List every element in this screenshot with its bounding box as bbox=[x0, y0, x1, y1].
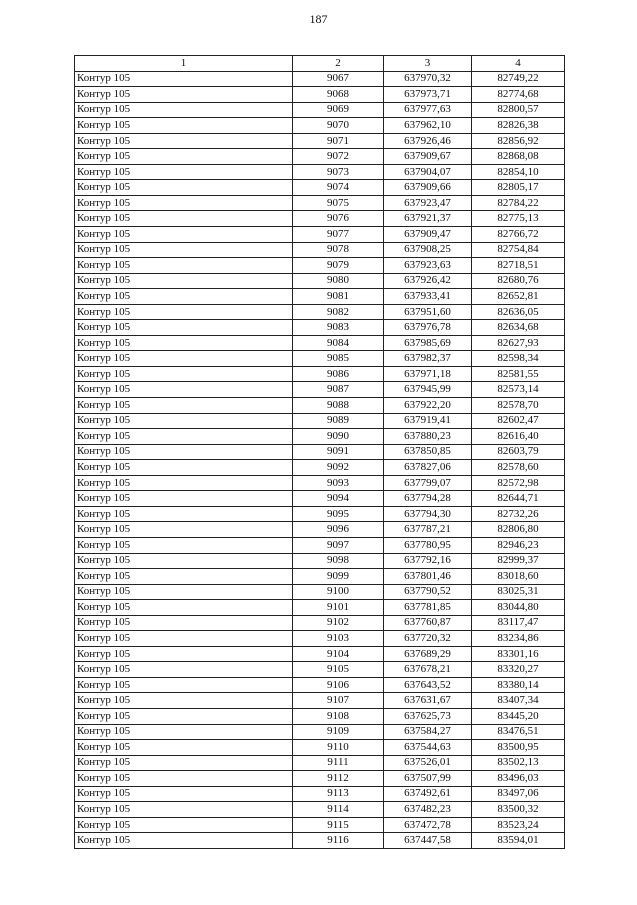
x-coordinate-cell: 637971,18 bbox=[384, 366, 472, 382]
table-row bbox=[75, 87, 565, 103]
y-coordinate-cell: 83407,34 bbox=[472, 693, 565, 709]
point-number-cell: 9109 bbox=[293, 724, 384, 740]
contour-name-cell: Контур 105 bbox=[75, 646, 293, 662]
table-header-row bbox=[75, 56, 565, 72]
table-row bbox=[75, 71, 565, 87]
x-coordinate-cell: 637985,69 bbox=[384, 335, 472, 351]
point-number-cell: 9102 bbox=[293, 615, 384, 631]
x-coordinate-cell: 637799,07 bbox=[384, 475, 472, 491]
point-number-cell: 9093 bbox=[293, 475, 384, 491]
contour-name-cell: Контур 105 bbox=[75, 553, 293, 569]
y-coordinate-cell: 83117,47 bbox=[472, 615, 565, 631]
y-coordinate-cell: 82602,47 bbox=[472, 413, 565, 429]
column-header-3: 3 bbox=[384, 56, 472, 72]
table-row bbox=[75, 211, 565, 227]
point-number-cell: 9115 bbox=[293, 817, 384, 833]
table-row bbox=[75, 693, 565, 709]
y-coordinate-cell: 82775,13 bbox=[472, 211, 565, 227]
y-coordinate-cell: 82856,92 bbox=[472, 133, 565, 149]
x-coordinate-cell: 637977,63 bbox=[384, 102, 472, 118]
table-row bbox=[75, 740, 565, 756]
table-row bbox=[75, 242, 565, 258]
x-coordinate-cell: 637909,66 bbox=[384, 180, 472, 196]
point-number-cell: 9108 bbox=[293, 708, 384, 724]
point-number-cell: 9074 bbox=[293, 180, 384, 196]
contour-name-cell: Контур 105 bbox=[75, 817, 293, 833]
contour-name-cell: Контур 105 bbox=[75, 724, 293, 740]
point-number-cell: 9112 bbox=[293, 771, 384, 787]
x-coordinate-cell: 637962,10 bbox=[384, 118, 472, 134]
y-coordinate-cell: 82578,70 bbox=[472, 398, 565, 414]
y-coordinate-cell: 83044,80 bbox=[472, 600, 565, 616]
table-row bbox=[75, 802, 565, 818]
y-coordinate-cell: 82652,81 bbox=[472, 289, 565, 305]
contour-name-cell: Контур 105 bbox=[75, 708, 293, 724]
contour-name-cell: Контур 105 bbox=[75, 366, 293, 382]
point-number-cell: 9110 bbox=[293, 740, 384, 756]
y-coordinate-cell: 82805,17 bbox=[472, 180, 565, 196]
contour-name-cell: Контур 105 bbox=[75, 833, 293, 849]
contour-name-cell: Контур 105 bbox=[75, 615, 293, 631]
point-number-cell: 9100 bbox=[293, 584, 384, 600]
y-coordinate-cell: 83500,95 bbox=[472, 740, 565, 756]
table-row bbox=[75, 553, 565, 569]
y-coordinate-cell: 82774,68 bbox=[472, 87, 565, 103]
point-number-cell: 9091 bbox=[293, 444, 384, 460]
contour-name-cell: Контур 105 bbox=[75, 320, 293, 336]
x-coordinate-cell: 637926,42 bbox=[384, 273, 472, 289]
contour-name-cell: Контур 105 bbox=[75, 537, 293, 553]
x-coordinate-cell: 637794,30 bbox=[384, 506, 472, 522]
y-coordinate-cell: 83502,13 bbox=[472, 755, 565, 771]
point-number-cell: 9106 bbox=[293, 677, 384, 693]
y-coordinate-cell: 83497,06 bbox=[472, 786, 565, 802]
y-coordinate-cell: 83320,27 bbox=[472, 662, 565, 678]
table-row bbox=[75, 506, 565, 522]
x-coordinate-cell: 637643,52 bbox=[384, 677, 472, 693]
y-coordinate-cell: 82754,84 bbox=[472, 242, 565, 258]
point-number-cell: 9073 bbox=[293, 164, 384, 180]
x-coordinate-cell: 637951,60 bbox=[384, 304, 472, 320]
x-coordinate-cell: 637760,87 bbox=[384, 615, 472, 631]
x-coordinate-cell: 637933,41 bbox=[384, 289, 472, 305]
table-row bbox=[75, 708, 565, 724]
table-row bbox=[75, 102, 565, 118]
contour-name-cell: Контур 105 bbox=[75, 242, 293, 258]
table-row bbox=[75, 569, 565, 585]
contour-name-cell: Контур 105 bbox=[75, 71, 293, 87]
x-coordinate-cell: 637850,85 bbox=[384, 444, 472, 460]
contour-name-cell: Контур 105 bbox=[75, 600, 293, 616]
table-row bbox=[75, 491, 565, 507]
x-coordinate-cell: 637526,01 bbox=[384, 755, 472, 771]
table-row bbox=[75, 273, 565, 289]
point-number-cell: 9078 bbox=[293, 242, 384, 258]
point-number-cell: 9107 bbox=[293, 693, 384, 709]
column-header-2: 2 bbox=[293, 56, 384, 72]
x-coordinate-cell: 637919,41 bbox=[384, 413, 472, 429]
table-row bbox=[75, 164, 565, 180]
x-coordinate-cell: 637921,37 bbox=[384, 211, 472, 227]
point-number-cell: 9089 bbox=[293, 413, 384, 429]
contour-name-cell: Контур 105 bbox=[75, 133, 293, 149]
x-coordinate-cell: 637584,27 bbox=[384, 724, 472, 740]
contour-name-cell: Контур 105 bbox=[75, 258, 293, 274]
y-coordinate-cell: 83496,03 bbox=[472, 771, 565, 787]
point-number-cell: 9087 bbox=[293, 382, 384, 398]
x-coordinate-cell: 637720,32 bbox=[384, 631, 472, 647]
point-number-cell: 9092 bbox=[293, 460, 384, 476]
table-body bbox=[75, 71, 565, 848]
contour-name-cell: Контур 105 bbox=[75, 802, 293, 818]
point-number-cell: 9077 bbox=[293, 227, 384, 243]
contour-name-cell: Контур 105 bbox=[75, 786, 293, 802]
point-number-cell: 9099 bbox=[293, 569, 384, 585]
table-row bbox=[75, 460, 565, 476]
x-coordinate-cell: 637926,46 bbox=[384, 133, 472, 149]
y-coordinate-cell: 82644,71 bbox=[472, 491, 565, 507]
y-coordinate-cell: 82616,40 bbox=[472, 429, 565, 445]
table-row bbox=[75, 646, 565, 662]
x-coordinate-cell: 637689,29 bbox=[384, 646, 472, 662]
contour-name-cell: Контур 105 bbox=[75, 273, 293, 289]
table-row bbox=[75, 444, 565, 460]
x-coordinate-cell: 637794,28 bbox=[384, 491, 472, 507]
x-coordinate-cell: 637492,61 bbox=[384, 786, 472, 802]
y-coordinate-cell: 83594,01 bbox=[472, 833, 565, 849]
y-coordinate-cell: 82636,05 bbox=[472, 304, 565, 320]
x-coordinate-cell: 637447,58 bbox=[384, 833, 472, 849]
x-coordinate-cell: 637982,37 bbox=[384, 351, 472, 367]
y-coordinate-cell: 82732,26 bbox=[472, 506, 565, 522]
table-row bbox=[75, 817, 565, 833]
y-coordinate-cell: 82826,38 bbox=[472, 118, 565, 134]
table-row bbox=[75, 429, 565, 445]
contour-name-cell: Контур 105 bbox=[75, 195, 293, 211]
table-row bbox=[75, 382, 565, 398]
x-coordinate-cell: 637780,95 bbox=[384, 537, 472, 553]
contour-name-cell: Контур 105 bbox=[75, 211, 293, 227]
contour-name-cell: Контур 105 bbox=[75, 444, 293, 460]
table-row bbox=[75, 771, 565, 787]
y-coordinate-cell: 82634,68 bbox=[472, 320, 565, 336]
y-coordinate-cell: 82868,08 bbox=[472, 149, 565, 165]
x-coordinate-cell: 637880,23 bbox=[384, 429, 472, 445]
point-number-cell: 9097 bbox=[293, 537, 384, 553]
y-coordinate-cell: 82680,76 bbox=[472, 273, 565, 289]
y-coordinate-cell: 83380,14 bbox=[472, 677, 565, 693]
x-coordinate-cell: 637908,25 bbox=[384, 242, 472, 258]
contour-name-cell: Контур 105 bbox=[75, 584, 293, 600]
table-row bbox=[75, 118, 565, 134]
x-coordinate-cell: 637904,07 bbox=[384, 164, 472, 180]
y-coordinate-cell: 82581,55 bbox=[472, 366, 565, 382]
contour-name-cell: Контур 105 bbox=[75, 740, 293, 756]
x-coordinate-cell: 637625,73 bbox=[384, 708, 472, 724]
y-coordinate-cell: 82603,79 bbox=[472, 444, 565, 460]
y-coordinate-cell: 83476,51 bbox=[472, 724, 565, 740]
x-coordinate-cell: 637923,47 bbox=[384, 195, 472, 211]
contour-name-cell: Контур 105 bbox=[75, 118, 293, 134]
table-row bbox=[75, 351, 565, 367]
y-coordinate-cell: 82766,72 bbox=[472, 227, 565, 243]
contour-name-cell: Контур 105 bbox=[75, 506, 293, 522]
point-number-cell: 9083 bbox=[293, 320, 384, 336]
column-header-1: 1 bbox=[75, 56, 293, 72]
x-coordinate-cell: 637945,99 bbox=[384, 382, 472, 398]
coordinates-table bbox=[74, 55, 565, 849]
contour-name-cell: Контур 105 bbox=[75, 569, 293, 585]
y-coordinate-cell: 83018,60 bbox=[472, 569, 565, 585]
table-row bbox=[75, 662, 565, 678]
x-coordinate-cell: 637781,85 bbox=[384, 600, 472, 616]
x-coordinate-cell: 637923,63 bbox=[384, 258, 472, 274]
point-number-cell: 9104 bbox=[293, 646, 384, 662]
contour-name-cell: Контур 105 bbox=[75, 475, 293, 491]
x-coordinate-cell: 637922,20 bbox=[384, 398, 472, 414]
table-row bbox=[75, 320, 565, 336]
point-number-cell: 9088 bbox=[293, 398, 384, 414]
point-number-cell: 9082 bbox=[293, 304, 384, 320]
contour-name-cell: Контур 105 bbox=[75, 413, 293, 429]
x-coordinate-cell: 637976,78 bbox=[384, 320, 472, 336]
contour-name-cell: Контур 105 bbox=[75, 693, 293, 709]
point-number-cell: 9086 bbox=[293, 366, 384, 382]
y-coordinate-cell: 82598,34 bbox=[472, 351, 565, 367]
table-row bbox=[75, 475, 565, 491]
x-coordinate-cell: 637631,67 bbox=[384, 693, 472, 709]
contour-name-cell: Контур 105 bbox=[75, 491, 293, 507]
contour-name-cell: Контур 105 bbox=[75, 164, 293, 180]
table-row bbox=[75, 335, 565, 351]
x-coordinate-cell: 637827,06 bbox=[384, 460, 472, 476]
point-number-cell: 9113 bbox=[293, 786, 384, 802]
y-coordinate-cell: 83500,32 bbox=[472, 802, 565, 818]
contour-name-cell: Контур 105 bbox=[75, 631, 293, 647]
point-number-cell: 9111 bbox=[293, 755, 384, 771]
table-row bbox=[75, 289, 565, 305]
contour-name-cell: Контур 105 bbox=[75, 304, 293, 320]
x-coordinate-cell: 637507,99 bbox=[384, 771, 472, 787]
x-coordinate-cell: 637790,52 bbox=[384, 584, 472, 600]
point-number-cell: 9101 bbox=[293, 600, 384, 616]
x-coordinate-cell: 637970,32 bbox=[384, 71, 472, 87]
contour-name-cell: Контур 105 bbox=[75, 771, 293, 787]
point-number-cell: 9084 bbox=[293, 335, 384, 351]
contour-name-cell: Контур 105 bbox=[75, 335, 293, 351]
x-coordinate-cell: 637909,47 bbox=[384, 227, 472, 243]
contour-name-cell: Контур 105 bbox=[75, 429, 293, 445]
y-coordinate-cell: 82718,51 bbox=[472, 258, 565, 274]
table-row bbox=[75, 724, 565, 740]
table-row bbox=[75, 786, 565, 802]
y-coordinate-cell: 83301,16 bbox=[472, 646, 565, 662]
point-number-cell: 9094 bbox=[293, 491, 384, 507]
y-coordinate-cell: 82854,10 bbox=[472, 164, 565, 180]
table-row bbox=[75, 615, 565, 631]
point-number-cell: 9072 bbox=[293, 149, 384, 165]
table-row bbox=[75, 180, 565, 196]
point-number-cell: 9079 bbox=[293, 258, 384, 274]
table-row bbox=[75, 133, 565, 149]
point-number-cell: 9103 bbox=[293, 631, 384, 647]
table-row bbox=[75, 833, 565, 849]
point-number-cell: 9096 bbox=[293, 522, 384, 538]
table-row bbox=[75, 195, 565, 211]
y-coordinate-cell: 82578,60 bbox=[472, 460, 565, 476]
point-number-cell: 9076 bbox=[293, 211, 384, 227]
table-row bbox=[75, 304, 565, 320]
x-coordinate-cell: 637678,21 bbox=[384, 662, 472, 678]
x-coordinate-cell: 637973,71 bbox=[384, 87, 472, 103]
table-row bbox=[75, 227, 565, 243]
point-number-cell: 9067 bbox=[293, 71, 384, 87]
point-number-cell: 9098 bbox=[293, 553, 384, 569]
x-coordinate-cell: 637792,16 bbox=[384, 553, 472, 569]
point-number-cell: 9085 bbox=[293, 351, 384, 367]
table-row bbox=[75, 584, 565, 600]
point-number-cell: 9090 bbox=[293, 429, 384, 445]
contour-name-cell: Контур 105 bbox=[75, 460, 293, 476]
point-number-cell: 9070 bbox=[293, 118, 384, 134]
table-row bbox=[75, 631, 565, 647]
table-row bbox=[75, 149, 565, 165]
table-row bbox=[75, 600, 565, 616]
table-row bbox=[75, 537, 565, 553]
column-header-4: 4 bbox=[472, 56, 565, 72]
y-coordinate-cell: 82749,22 bbox=[472, 71, 565, 87]
table-row bbox=[75, 258, 565, 274]
point-number-cell: 9116 bbox=[293, 833, 384, 849]
y-coordinate-cell: 82806,80 bbox=[472, 522, 565, 538]
y-coordinate-cell: 82784,22 bbox=[472, 195, 565, 211]
y-coordinate-cell: 83445,20 bbox=[472, 708, 565, 724]
y-coordinate-cell: 82573,14 bbox=[472, 382, 565, 398]
x-coordinate-cell: 637909,67 bbox=[384, 149, 472, 165]
x-coordinate-cell: 637787,21 bbox=[384, 522, 472, 538]
y-coordinate-cell: 83234,86 bbox=[472, 631, 565, 647]
table-row bbox=[75, 755, 565, 771]
y-coordinate-cell: 82627,93 bbox=[472, 335, 565, 351]
contour-name-cell: Контур 105 bbox=[75, 522, 293, 538]
point-number-cell: 9081 bbox=[293, 289, 384, 305]
x-coordinate-cell: 637482,23 bbox=[384, 802, 472, 818]
y-coordinate-cell: 82572,98 bbox=[472, 475, 565, 491]
contour-name-cell: Контур 105 bbox=[75, 662, 293, 678]
contour-name-cell: Контур 105 bbox=[75, 382, 293, 398]
contour-name-cell: Контур 105 bbox=[75, 398, 293, 414]
contour-name-cell: Контур 105 bbox=[75, 351, 293, 367]
point-number-cell: 9069 bbox=[293, 102, 384, 118]
point-number-cell: 9071 bbox=[293, 133, 384, 149]
point-number-cell: 9068 bbox=[293, 87, 384, 103]
contour-name-cell: Контур 105 bbox=[75, 677, 293, 693]
x-coordinate-cell: 637801,46 bbox=[384, 569, 472, 585]
y-coordinate-cell: 83523,24 bbox=[472, 817, 565, 833]
x-coordinate-cell: 637472,78 bbox=[384, 817, 472, 833]
point-number-cell: 9095 bbox=[293, 506, 384, 522]
contour-name-cell: Контур 105 bbox=[75, 102, 293, 118]
point-number-cell: 9105 bbox=[293, 662, 384, 678]
y-coordinate-cell: 82800,57 bbox=[472, 102, 565, 118]
contour-name-cell: Контур 105 bbox=[75, 87, 293, 103]
table-row bbox=[75, 522, 565, 538]
table-row bbox=[75, 413, 565, 429]
point-number-cell: 9080 bbox=[293, 273, 384, 289]
y-coordinate-cell: 83025,31 bbox=[472, 584, 565, 600]
y-coordinate-cell: 82946,23 bbox=[472, 537, 565, 553]
contour-name-cell: Контур 105 bbox=[75, 227, 293, 243]
point-number-cell: 9075 bbox=[293, 195, 384, 211]
x-coordinate-cell: 637544,63 bbox=[384, 740, 472, 756]
contour-name-cell: Контур 105 bbox=[75, 180, 293, 196]
contour-name-cell: Контур 105 bbox=[75, 149, 293, 165]
page-number: 187 bbox=[309, 12, 328, 26]
point-number-cell: 9114 bbox=[293, 802, 384, 818]
table-row bbox=[75, 366, 565, 382]
table-row bbox=[75, 398, 565, 414]
contour-name-cell: Контур 105 bbox=[75, 289, 293, 305]
table-row bbox=[75, 677, 565, 693]
y-coordinate-cell: 82999,37 bbox=[472, 553, 565, 569]
contour-name-cell: Контур 105 bbox=[75, 755, 293, 771]
